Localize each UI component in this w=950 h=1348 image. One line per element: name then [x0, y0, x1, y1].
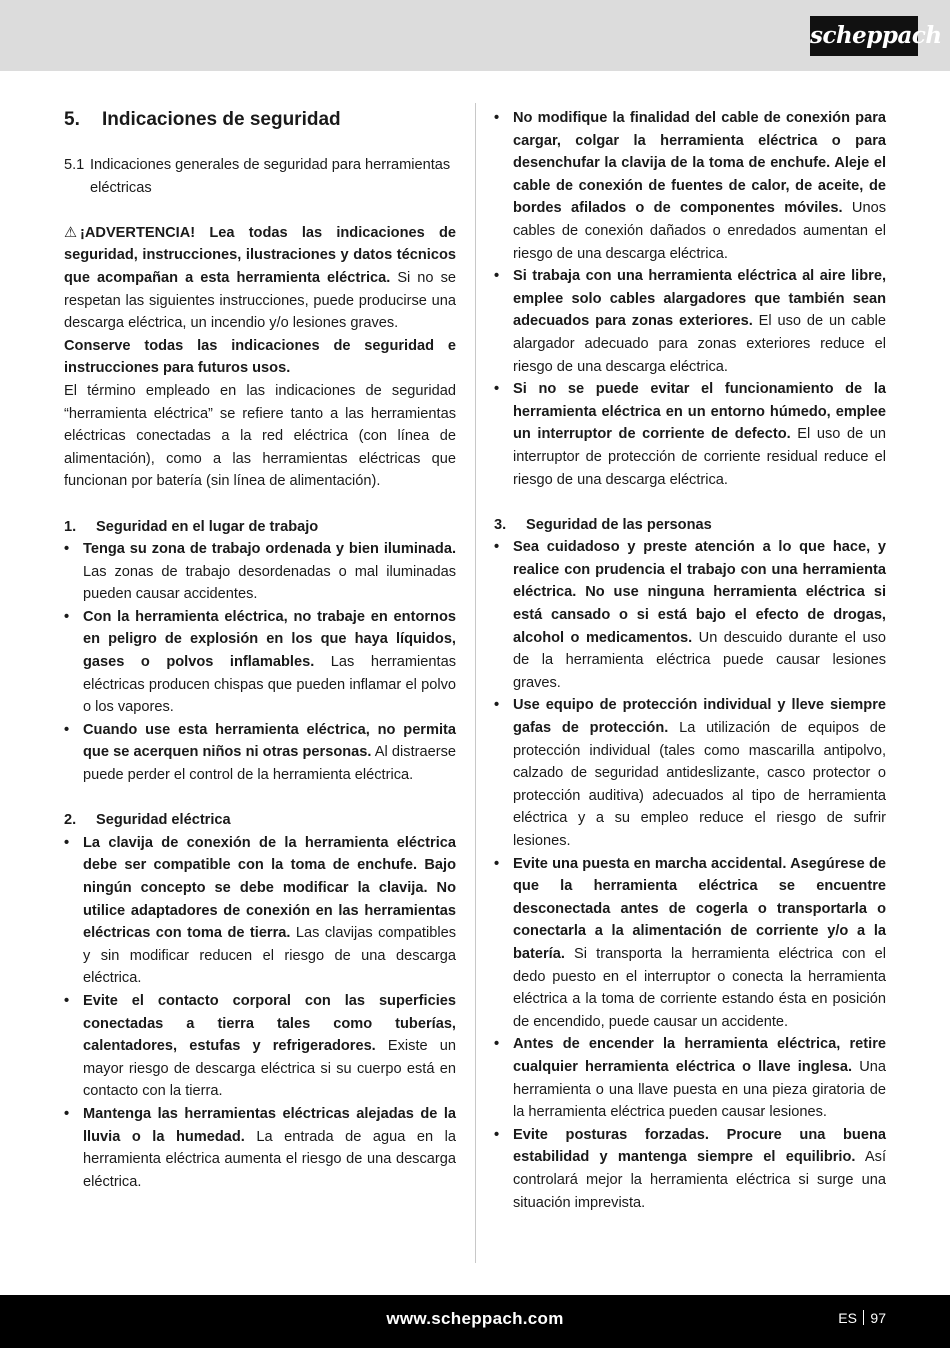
s2-title: Seguridad eléctrica: [96, 812, 231, 829]
list-item: [64, 990, 456, 1103]
list-item: [494, 694, 886, 852]
bullet-dot: •: [494, 1126, 500, 1143]
bullet-dot: •: [64, 721, 70, 738]
item-text: Un descuido durante el uso de la herramienta eléctrica puede causar lesiones graves.: [513, 629, 886, 691]
bullet-dot: •: [64, 541, 70, 558]
warning-bold: ¡ADVERTENCIA! Lea todas las indicaciones de seguridad, instrucciones, ilustraciones y datos técnicos que acompañan a esta herramienta eléctrica.: [64, 224, 456, 286]
list-item: [494, 536, 886, 694]
warning-text: Si no se respetan las siguientes instrucciones, puede producirse una descarga eléctrica, un incendio y/o lesiones graves.: [64, 269, 456, 332]
bullet-dot: •: [64, 1105, 70, 1122]
column-divider: [475, 103, 476, 1263]
bullet-dot: •: [494, 697, 500, 714]
item-text: La utilización de equipos de protección individual (tales como mascarilla antipolvo, calzado de seguridad antideslizante, casco protector o protección auditiva) adecuados al tipo de herramienta eléctrica y a su empleo reduce el riesgo de sufrir lesiones.: [513, 720, 886, 849]
s1-title: Seguridad en el lugar de trabajo: [96, 518, 319, 535]
list-item: [64, 606, 456, 719]
item-text: Así controlará mejor la herramienta eléctrica si surge una situación imprevista.: [513, 1149, 886, 1211]
item-bold: Evite una puesta en marcha accidental. Asegúrese de que la herramienta eléctrica se encuentre desconectada antes de cogerla o transportarla o conectarla a la alimentación de corriente y/o a la batería.: [513, 855, 886, 962]
header-bar: [0, 0, 950, 71]
list-item: [494, 1124, 886, 1214]
list-item: [64, 832, 456, 990]
item-text: Las herramientas eléctricas producen chispas que pueden inflamar el polvo o los vapores.: [83, 654, 456, 716]
item-text: El uso de un interruptor de protección de corriente residual reduce el riesgo de una descarga eléctrica.: [513, 426, 886, 488]
item-text: El uso de un cable alargador adecuado para zonas exteriores reduce el riesgo de una descarga eléctrica.: [513, 313, 886, 375]
s3-title: Seguridad de las personas: [526, 516, 712, 533]
item-bold: Si trabaja con una herramienta eléctrica al aire libre, emplee solo cables alargadores que también sean adecuados para zonas exteriores.: [513, 268, 886, 330]
list-item: [64, 538, 456, 606]
item-bold: Use equipo de protección individual y lleve siempre gafas de protección.: [513, 697, 886, 737]
item-bold: Mantenga las herramientas eléctricas alejadas de la lluvia o la humedad.: [83, 1105, 456, 1145]
term-paragraph: El término empleado en las indicaciones de seguridad “herramienta eléctrica” se refiere tanto a las herramientas eléctricas conectadas a la red eléctrica (con línea de alimentación), como a las herramientas eléctricas que funcionan por batería (sin línea de alimentación).: [64, 382, 456, 490]
footer-bar: [0, 1295, 950, 1348]
bullet-dot: •: [64, 834, 70, 851]
item-bold: Sea cuidadoso y preste atención a lo que hace, y realice con prudencia el trabajo con una herramienta eléctrica. No use ninguna herramienta eléctrica si está cansado o si está bajo el efecto de drogas, alcohol o medicamentos.: [513, 539, 886, 646]
subsection-title: Indicaciones generales de seguridad para herramientas eléctricas: [90, 157, 451, 196]
bullet-dot: •: [64, 992, 70, 1009]
page-separator: [863, 1310, 865, 1325]
list-item: [494, 1033, 886, 1123]
bullet-dot: •: [494, 381, 500, 398]
item-bold: La clavija de conexión de la herramienta eléctrica debe ser compatible con la toma de enchufe. Bajo ningún concepto se debe modificar la clavija. No utilice adaptadores de conexión en las herramientas eléctricas con toma de tierra.: [83, 834, 456, 942]
warning-triangle-icon: ⚠: [64, 224, 78, 241]
item-bold: Cuando use esta herramienta eléctrica, no permita que se acerquen niños ni otras personas.: [83, 721, 456, 761]
spacer: [64, 493, 456, 516]
subsection-number: 5.1: [64, 157, 85, 173]
item-text: Las clavijas compatibles y sin modificar reducen el riesgo de una descarga eléctrica.: [83, 925, 457, 987]
item-text: Una herramienta o una llave puesta en una pieza giratoria de la herramienta eléctrica pueden causar lesiones.: [513, 1058, 886, 1121]
section-heading: [64, 107, 456, 133]
spacer: [494, 491, 886, 514]
list-item: [64, 719, 456, 787]
item-text: La entrada de agua en la herramienta eléctrica aumenta el riesgo de una descarga eléctrica.: [83, 1128, 456, 1190]
section-number: 5.: [64, 109, 80, 130]
brand-logo: scheppach: [810, 16, 918, 56]
item-bold: Evite posturas forzadas. Procure una buena estabilidad y mantenga siempre el equilibrio.: [513, 1126, 886, 1166]
section-title: Indicaciones de seguridad: [102, 109, 341, 130]
s2-number: 2.: [64, 812, 77, 829]
bullet-dot: •: [494, 539, 500, 556]
item-text: Las zonas de trabajo desordenadas o mal iluminadas pueden causar accidentes.: [83, 563, 456, 603]
conserve-paragraph: [64, 335, 456, 380]
item-text: Existe un mayor riesgo de descarga eléctrica si su cuerpo está en contacto con la tierra.: [83, 1038, 456, 1100]
conserve-bold: Conserve todas las indicaciones de seguridad e instrucciones para futuros usos.: [64, 337, 456, 377]
s3-heading: [494, 514, 886, 537]
item-bold: Evite el contacto corporal con las superficies conectadas a tierra tales como tuberías, calentadores, estufas y refrigeradores.: [83, 992, 456, 1055]
language-code: ES: [838, 1310, 857, 1326]
bullet-dot: •: [64, 608, 70, 625]
page-number: 97: [870, 1310, 886, 1326]
item-text: Si transporta la herramienta eléctrica con el dedo puesto en el interruptor o conecta la herramienta eléctrica a la toma de corriente estando ésta en posición de encendido, puede causar un accidente.: [513, 945, 886, 1030]
spacer: [64, 787, 456, 810]
s2-heading: [64, 809, 456, 832]
list-item: [494, 378, 886, 491]
item-bold: Tenga su zona de trabajo ordenada y bien iluminada.: [83, 541, 456, 558]
item-bold: Con la herramienta eléctrica, no trabaje en entornos en peligro de explosión en los que haya líquidos, gases o polvos inflamables.: [83, 608, 456, 671]
list-item: [494, 265, 886, 378]
right-column: [494, 107, 886, 1214]
bullet-dot: •: [494, 855, 500, 872]
footer-url-link[interactable]: www.scheppach.com: [386, 1309, 564, 1328]
item-bold: Si no se puede evitar el funcionamiento de la herramienta eléctrica en un entorno húmedo, emplee un interruptor de corriente de defecto.: [513, 381, 886, 443]
list-item: [494, 853, 886, 1034]
item-text: Al distraerse puede perder el control de la herramienta eléctrica.: [83, 744, 457, 784]
item-bold: Antes de encender la herramienta eléctrica, retire cualquier herramienta eléctrica o llave inglesa.: [513, 1036, 886, 1075]
left-column: [64, 107, 456, 1193]
s1-number: 1.: [64, 518, 77, 535]
bullet-dot: •: [494, 268, 500, 285]
subsection-heading: [64, 154, 456, 199]
bullet-dot: •: [494, 1036, 500, 1053]
page-indicator: [838, 1310, 886, 1326]
item-bold: No modifique la finalidad del cable de conexión para cargar, colgar la herramienta eléctrica o para desenchufar la clavija de la toma de enchufe. Aleje el cable de conexión de fuentes de calor, de aceite, de bordes afilados o de componentes móviles.: [513, 110, 886, 217]
warning-paragraph: [64, 222, 456, 335]
list-item: [494, 107, 886, 265]
s1-heading: [64, 516, 456, 539]
s3-number: 3.: [494, 516, 507, 533]
item-text: Unos cables de conexión dañados o enredados aumentan el riesgo de una descarga eléctrica.: [513, 200, 886, 262]
bullet-dot: •: [494, 110, 500, 126]
list-item: [64, 1103, 456, 1193]
